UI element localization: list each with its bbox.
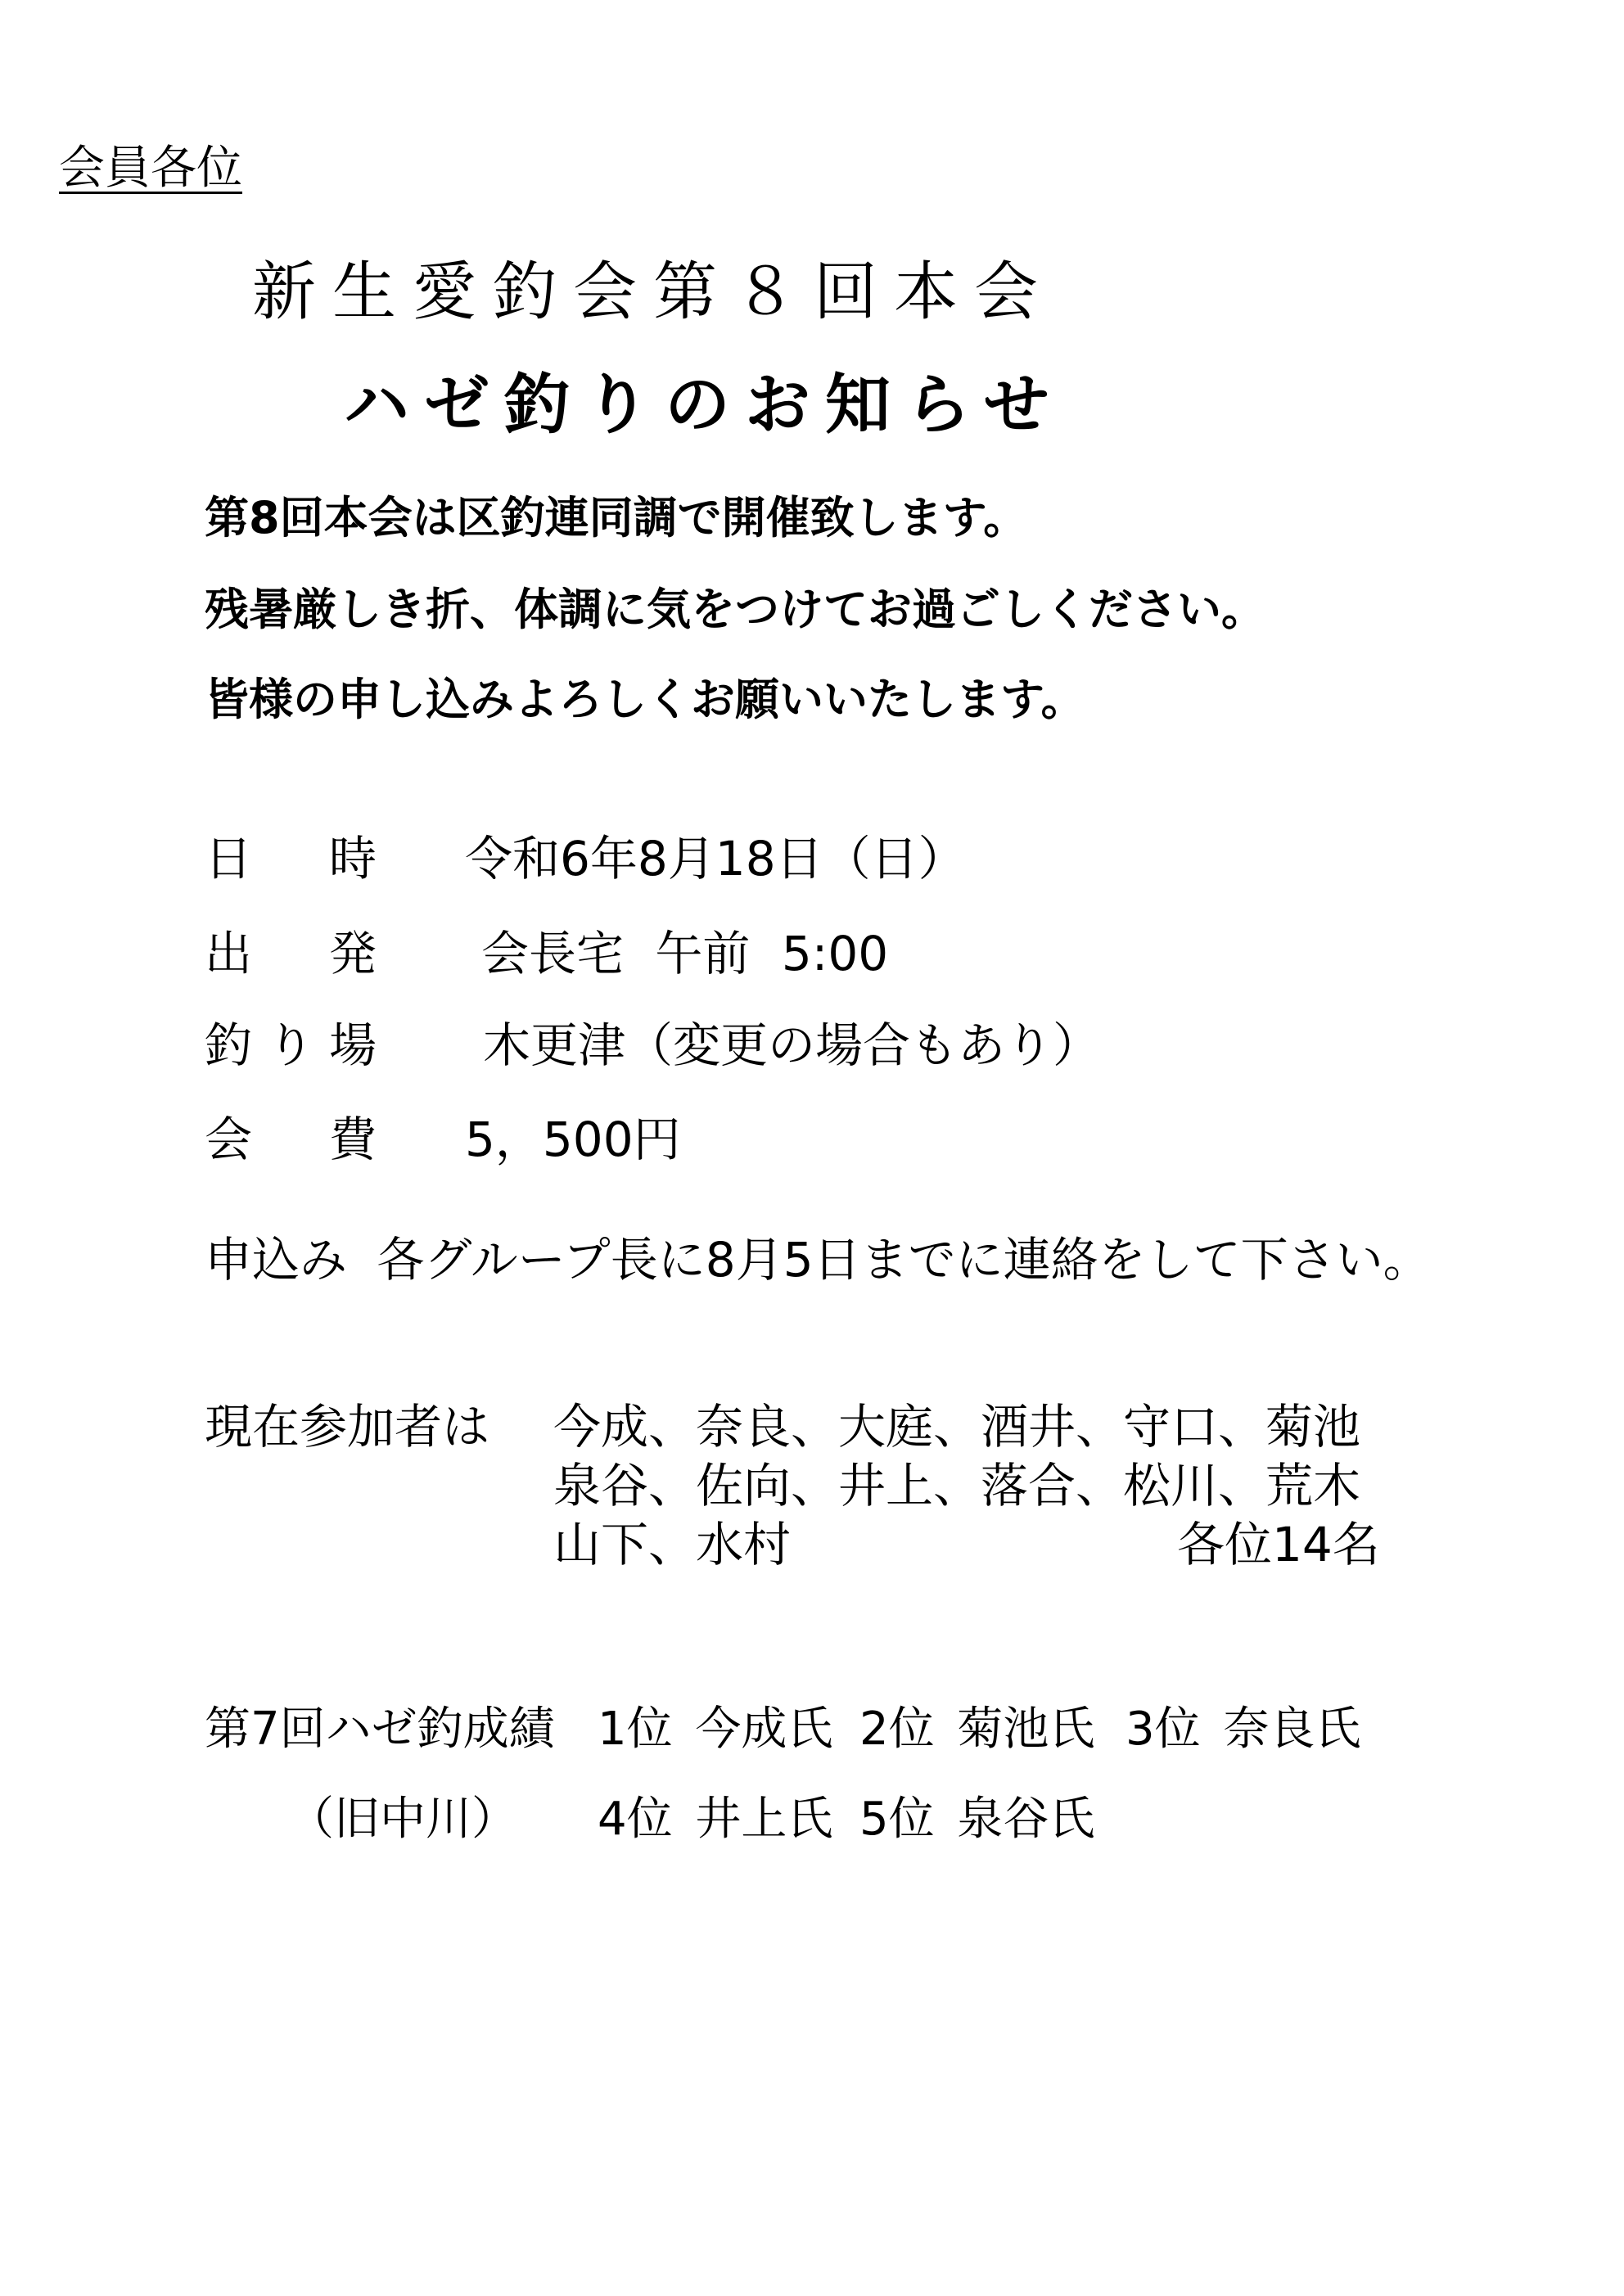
result-ranking: 2位 菊池氏 [859,1703,1095,1756]
label-char: り [266,1017,314,1073]
application-instruction: 申込み 各グループ長に8月5日までに連絡をして下さい。 [205,1232,1431,1288]
label-char: 釣 [205,1017,253,1073]
intro-line: 第8回本会は区釣連同調で開催致します。 [205,492,1028,544]
date-value: 令和6年8月18日（日） [465,831,966,886]
notice-title: ハゼ釣りのお知らせ [344,367,1064,443]
previous-results-location: （旧中川） [288,1793,517,1846]
intro-line: 皆様の申し込みよろしくお願いいたします。 [205,674,1085,725]
fee-label [205,1112,377,1167]
intro-line: 残暑厳しき折、体調に気をつけてお過ごしください。 [205,584,1265,635]
participants-line: 泉谷、佐向、井上、落合、松川、荒木 [553,1458,1361,1513]
event-title: 新生愛釣会第８回本会 [252,255,1055,329]
label-char: 費 [328,1112,377,1167]
participants-label: 現在参加者は [205,1399,490,1455]
venue-label [205,1017,377,1073]
result-ranking: 1位 今成氏 [598,1703,833,1756]
result-ranking: 3位 奈良氏 [1126,1703,1361,1756]
label-char: 会 [205,1112,253,1167]
label-char: 場 [328,1017,377,1073]
addressee: 会員各位 [59,142,242,195]
departure-label [205,926,377,981]
result-ranking: 4位 井上氏 [598,1793,833,1846]
label-char: 出 [205,926,253,981]
participants-line: 山下、水村 [553,1517,792,1572]
label-char: 発 [328,926,377,981]
departure-value: 会長宅 午前 5:00 [481,926,889,981]
date-label [205,831,377,886]
participants-total: 各位14名 [1177,1517,1380,1572]
previous-results-label: 第7回ハゼ釣成績 [205,1703,555,1756]
fee-value: 5，500円 [465,1112,681,1167]
label-char: 時 [328,831,377,886]
result-ranking: 5位 泉谷氏 [859,1793,1095,1846]
participants-line: 今成、奈良、大庭、酒井、守口、菊池 [553,1399,1361,1455]
venue-value: 木更津（変更の場合もあり） [483,1017,1101,1073]
label-char: 日 [205,831,253,886]
